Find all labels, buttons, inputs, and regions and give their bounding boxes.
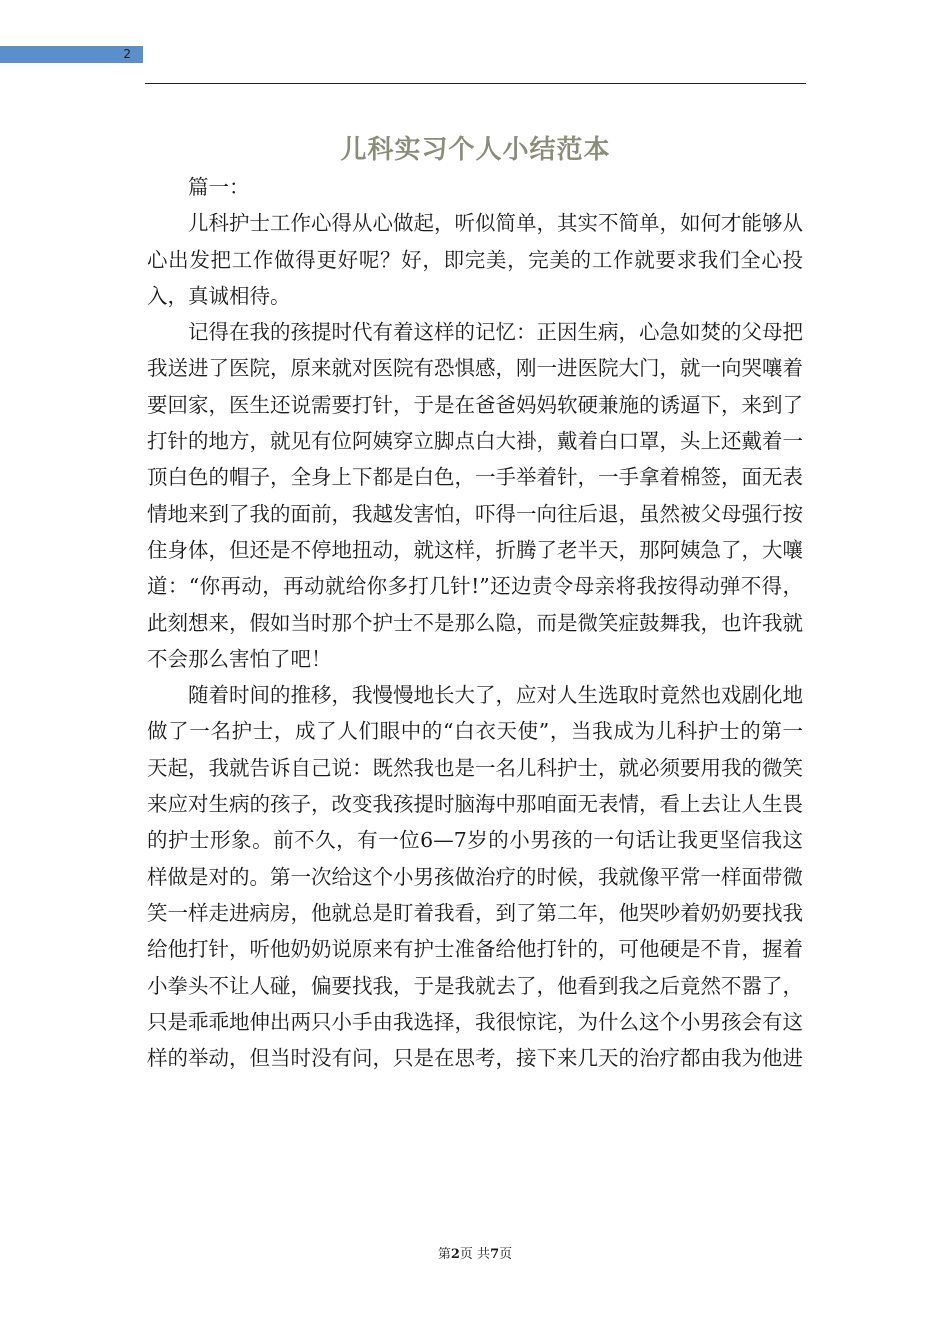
footer-prefix: 第 — [437, 1247, 451, 1262]
page-footer — [0, 1246, 950, 1264]
paragraph: 篇一： — [188, 175, 250, 199]
document-body — [147, 169, 803, 1076]
page-number-label: 2 — [123, 47, 131, 61]
document-title: 儿科实习个人小结范本 — [340, 135, 611, 165]
footer-total-pages: 7 — [490, 1247, 500, 1262]
paragraph: 儿科护士工作心得从心做起，听似简单，其实不简单，如何才能够从心出发把工作做得更好呢？好，即完美，完美的工作就要求我们全心投入，真诚相待。 — [147, 211, 803, 308]
header-divider — [145, 83, 806, 84]
paragraph: 随着时间的推移，我慢慢地长大了，应对人生选取时竟然也戏剧化地做了一名护士，成了人们眼中的“白衣天使”，当我成为儿科护士的第一天起，我就告诉自己说：既然我也是一名儿科护士，就必须要用我的微笑来应对生病的孩子，改变我孩提时脑海中那咱面无表情，看上去让人生畏的护士形象。前不久，有一位6—7岁的小男孩的一句话让我更坚信我这样做是对的。第一次给这个小男孩做治疗的时候，我就像平常一样面带微笑一样走进病房，他就总是盯着我看，到了第二年，他哭吵着奶奶要找我给他打针，听他奶奶说原来有护士准备给他打针的，可他硬是不肯，握着小拳头不让人碰，偏要找我，于是我就去了，他看到我之后竟然不嚣了，只是乖乖地伸出两只小手由我选择，我很惊诧，为什么这个小男孩会有这样的举动，但当时没有问，只是在思考，接下来几天的治疗都由我为他进 — [147, 683, 803, 1071]
footer-middle: 页 共 — [459, 1247, 491, 1262]
paragraph: 记得在我的孩提时代有着这样的记忆：正因生病，心急如焚的父母把我送进了医院，原来就对医院有恐惧感，刚一进医院大门，就一向哭嚷着要回家，医生还说需要打针，于是在爸爸妈妈软硬兼施的诱逼下，来到了打针的地方，就见有位阿姨穿立脚点白大褂，戴着白口罩，头上还戴着一顶白色的帽子，全身上下都是白色，一手举着针，一手拿着棉签，面无表情地来到了我的面前，我越发害怕，吓得一向往后退，虽然被父母强行按住身体，但还是不停地扭动，就这样，折腾了老半天，那阿姨急了，大嚷道：“你再动，再动就给你多打几针!”还边责令母亲将我按得动弹不得，此刻想来，假如当时那个护士不是那么隐，而是微笑症鼓舞我，也许我就不会那么害怕了吧！ — [147, 320, 803, 671]
page-number-tab — [0, 46, 143, 63]
footer-current-page: 2 — [450, 1247, 460, 1262]
footer-suffix: 页 — [499, 1247, 513, 1262]
